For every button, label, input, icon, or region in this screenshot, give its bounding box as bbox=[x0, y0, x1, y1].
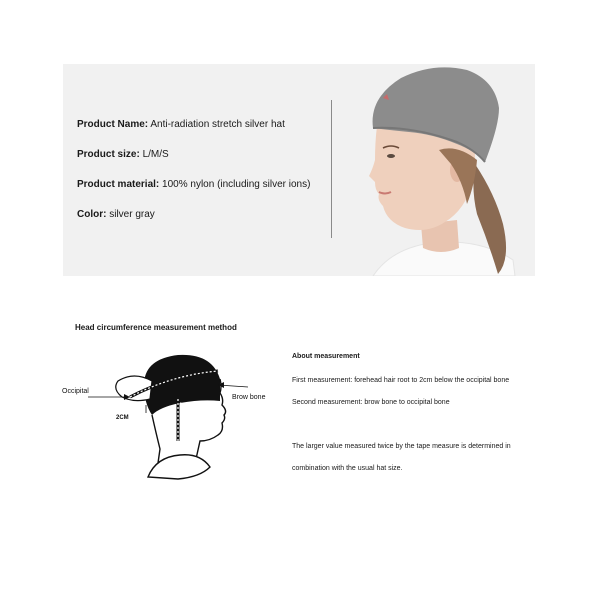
spec-label: Color: bbox=[77, 209, 107, 220]
spec-label: Product material: bbox=[77, 179, 160, 190]
spec-value: L/M/S bbox=[139, 149, 169, 160]
spec-color bbox=[77, 208, 310, 238]
measurement-diagram bbox=[60, 345, 285, 485]
first-measurement: First measurement: forehead hair root to 2cm below the occipital bone bbox=[292, 377, 510, 384]
second-measurement: Second measurement: brow bone to occipital bone bbox=[292, 399, 450, 406]
product-specs bbox=[77, 118, 310, 238]
measurement-note-line2: combination with the usual hat size. bbox=[292, 465, 403, 472]
spec-product-size bbox=[77, 148, 310, 178]
label-occipital: Occipital bbox=[62, 388, 89, 395]
section-title: Head circumference measurement method bbox=[75, 323, 237, 332]
product-panel bbox=[63, 64, 535, 276]
about-measurement bbox=[292, 352, 552, 472]
spec-label: Product Name: bbox=[77, 119, 149, 130]
about-title: About measurement bbox=[292, 353, 360, 360]
spec-value: silver gray bbox=[106, 209, 155, 220]
spec-value: Anti-radiation stretch silver hat bbox=[148, 119, 285, 130]
vertical-divider bbox=[331, 100, 332, 238]
spec-label: Product size: bbox=[77, 149, 140, 160]
model-photo bbox=[353, 64, 535, 276]
spec-value: 100% nylon (including silver ions) bbox=[159, 179, 311, 190]
measurement-note-line1: The larger value measured twice by the tape measure is determined in bbox=[292, 443, 511, 450]
label-2cm: 2CM bbox=[116, 415, 129, 421]
spec-product-material bbox=[77, 178, 310, 208]
label-brow-bone: Brow bone bbox=[232, 394, 266, 401]
spec-product-name bbox=[77, 118, 310, 148]
